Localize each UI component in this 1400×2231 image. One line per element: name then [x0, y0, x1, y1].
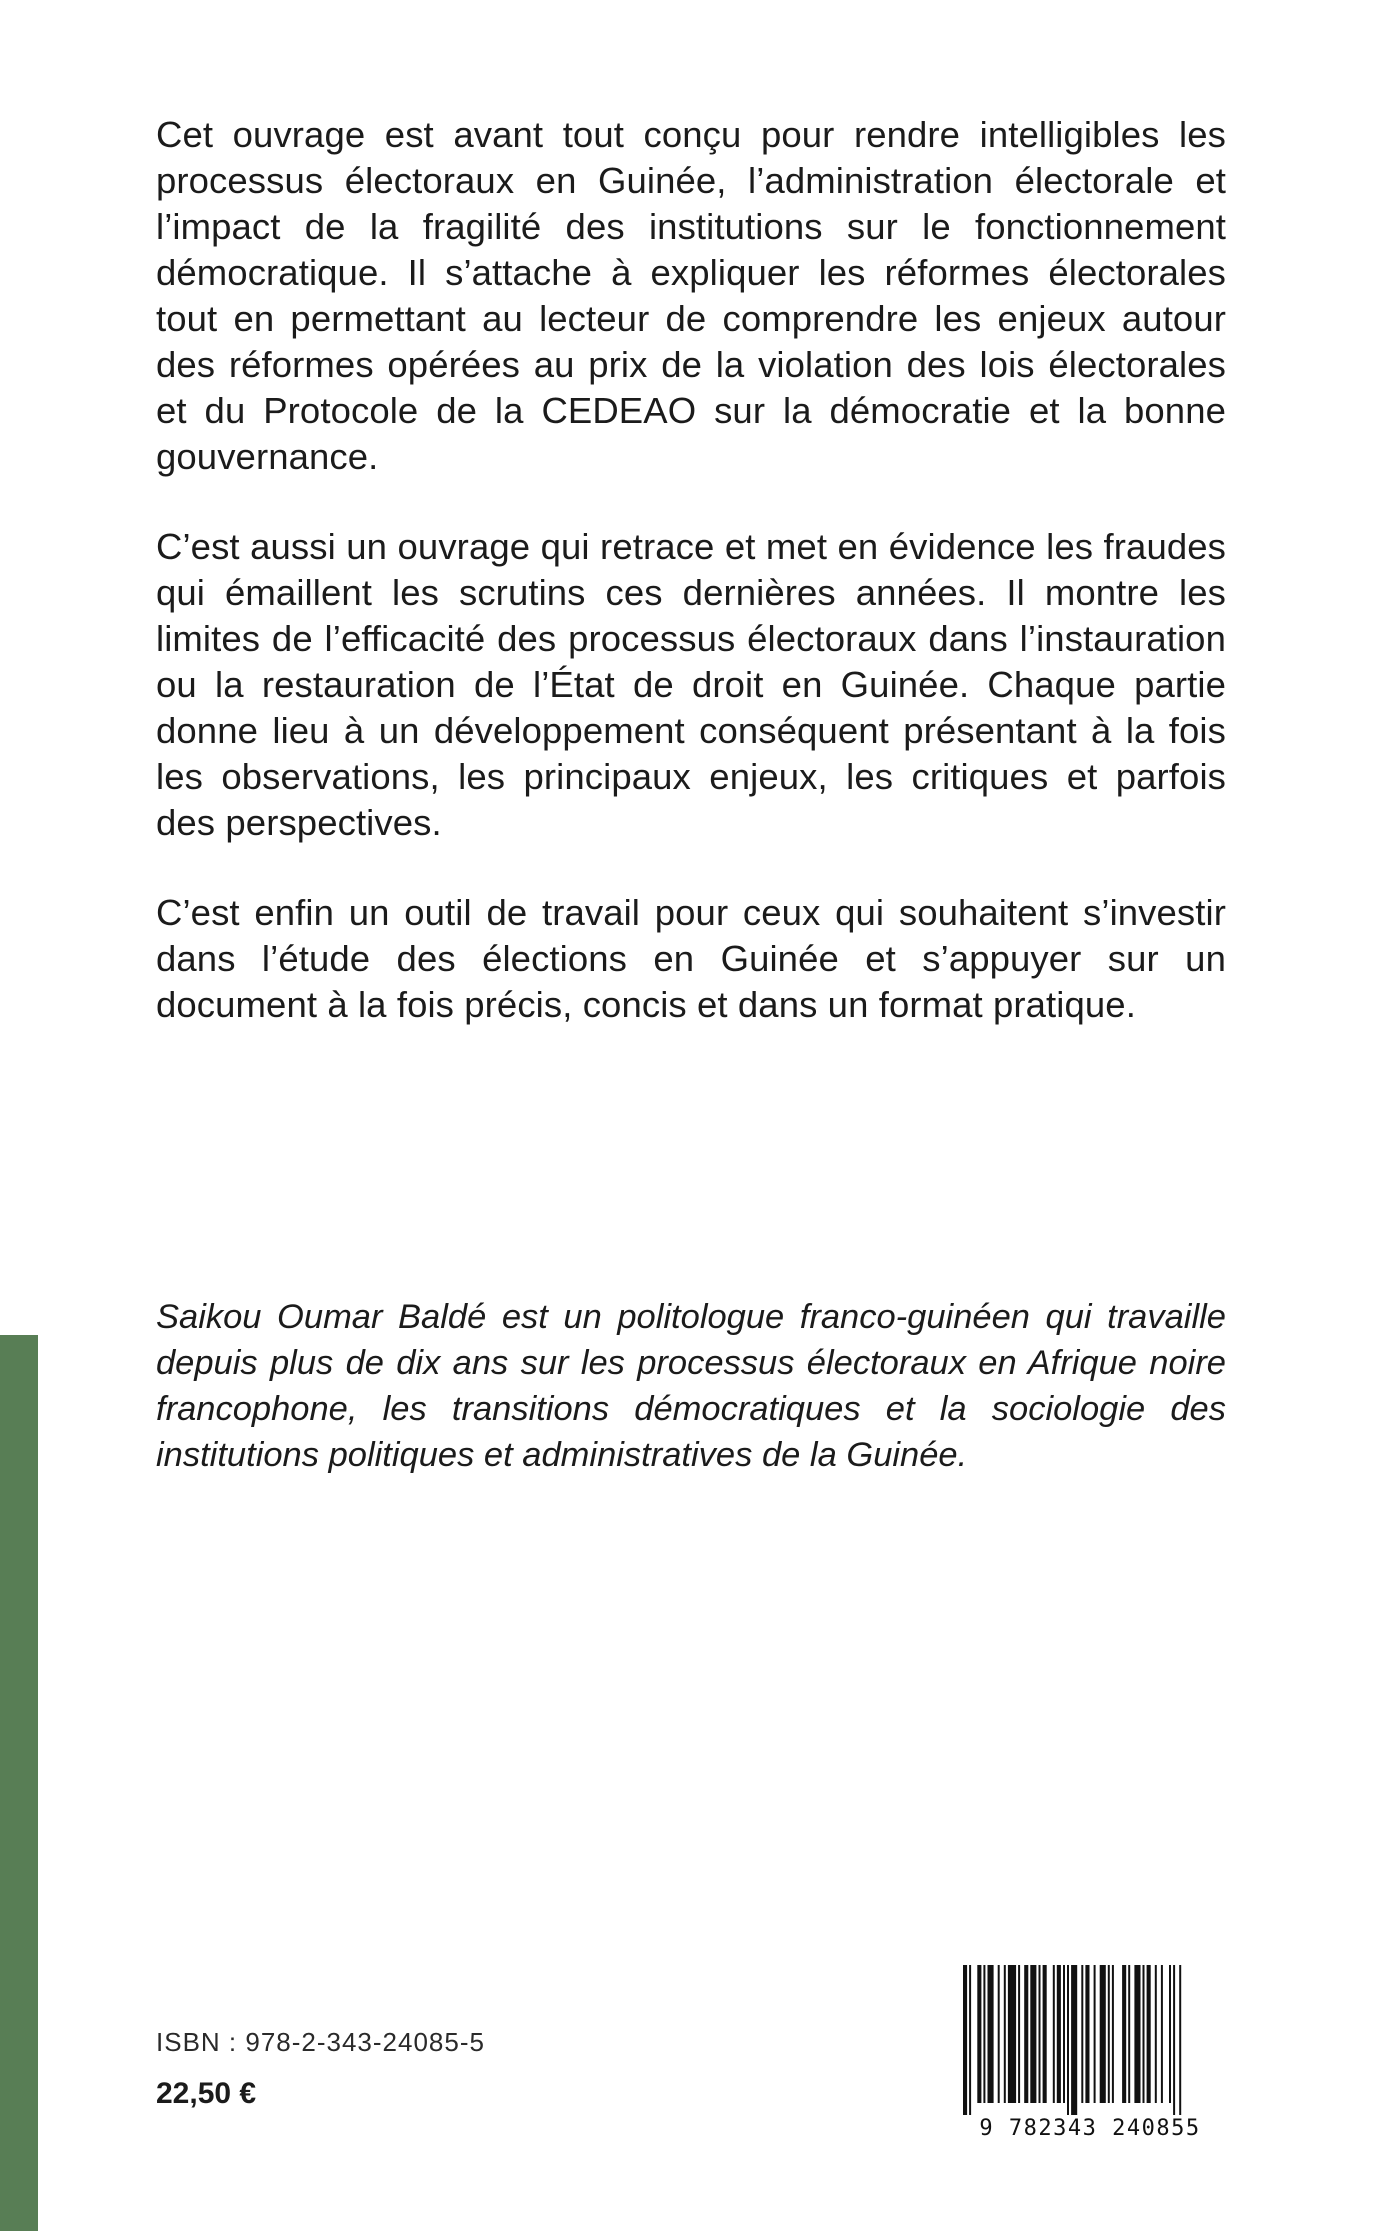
barcode-bar: [1161, 1965, 1163, 2103]
barcode-bar: [977, 1965, 981, 2103]
isbn-label: ISBN : 978-2-343-24085-5: [156, 2027, 485, 2057]
barcode-bar: [1057, 1965, 1061, 2103]
barcode-bar: [1008, 1965, 1016, 2103]
barcode-bar: [1134, 1965, 1140, 2103]
author-name: Saikou Oumar Baldé: [156, 1298, 487, 1336]
barcode-bar: [1173, 1965, 1175, 2115]
barcode-bar: [1063, 1965, 1065, 2103]
barcode-bar: [1094, 1965, 1096, 2103]
back-cover-blurb: [156, 112, 1226, 1072]
barcode-bar: [1128, 1965, 1130, 2103]
barcode-bar: [988, 1965, 994, 2103]
barcode-bar: [1030, 1965, 1036, 2103]
barcode-bar: [1179, 1965, 1181, 2115]
author-bio: [156, 1294, 1226, 1478]
barcode-bar: [1122, 1965, 1126, 2103]
barcode-bar: [1071, 1965, 1077, 2115]
barcode-bar: [1108, 1965, 1110, 2103]
barcode-bar: [1155, 1965, 1157, 2103]
barcode-bar: [1143, 1965, 1145, 2103]
barcode-bar: [1081, 1965, 1083, 2103]
barcode-bar: [1100, 1965, 1106, 2103]
blurb-paragraph-2: C’est aussi un ouvrage qui retrace et met en évidence les fraudes qui émaillent les scrutins ces dernières années. Il montre les limites de l’efficacité des processus électoraux dans l’instauration ou la restauration de l’État de droit en Guinée. Chaque partie donne lieu à un développement conséquent présentant à la fois les observations, les principaux enjeux, les critiques et parfois des perspectives.: [156, 526, 1226, 843]
blurb-paragraph-3: C’est enfin un outil de travail pour ceux qui souhaitent s’investir dans l’étude des élections en Guinée et s’appuyer sur un document à la fois précis, concis et dans un format pratique.: [156, 892, 1226, 1025]
barcode-bar: [998, 1965, 1000, 2103]
barcode-bar: [1112, 1965, 1114, 2103]
barcode-bar: [1085, 1965, 1089, 2103]
barcode-bar: [1039, 1965, 1041, 2103]
barcode-bar: [969, 1965, 971, 2115]
author-bio-text: est un politologue franco-guinéen qui travaille depuis plus de dix ans sur les processus électoraux en Afrique noire francophone, les transitions démocratiques et la sociologie des institutions politiques et administratives de la Guinée.: [156, 1298, 1226, 1474]
barcode-bar: [1067, 1965, 1069, 2115]
barcode-bar: [1018, 1965, 1020, 2103]
barcode-bar: [1147, 1965, 1151, 2103]
barcode-bar: [963, 1965, 967, 2115]
cover-stripe: [0, 1335, 38, 2231]
barcode-bar: [1169, 1965, 1171, 2103]
price-label: 22,50 €: [156, 2077, 257, 2110]
barcode-icon: [955, 1965, 1225, 2125]
barcode-bar: [1024, 1965, 1028, 2103]
blurb-paragraph-1: Cet ouvrage est avant tout conçu pour rendre intelligibles les processus électoraux en Guinée, l’administration électorale et l’impact de la fragilité des institutions sur le fonctionnement démocratique. Il s’attache à expliquer les réformes électorales tout en permettant au lecteur de comprendre les enjeux autour des réformes opérées au prix de la violation des lois électorales et du Protocole de la CEDEAO sur la démocratie et la bonne gouvernance.: [156, 114, 1226, 477]
barcode-bar: [1043, 1965, 1047, 2103]
barcode-bar: [983, 1965, 985, 2103]
barcode-bar: [1004, 1965, 1006, 2103]
barcode-digits: 9 782343 240855: [979, 2116, 1201, 2141]
barcode-bar: [1053, 1965, 1055, 2103]
